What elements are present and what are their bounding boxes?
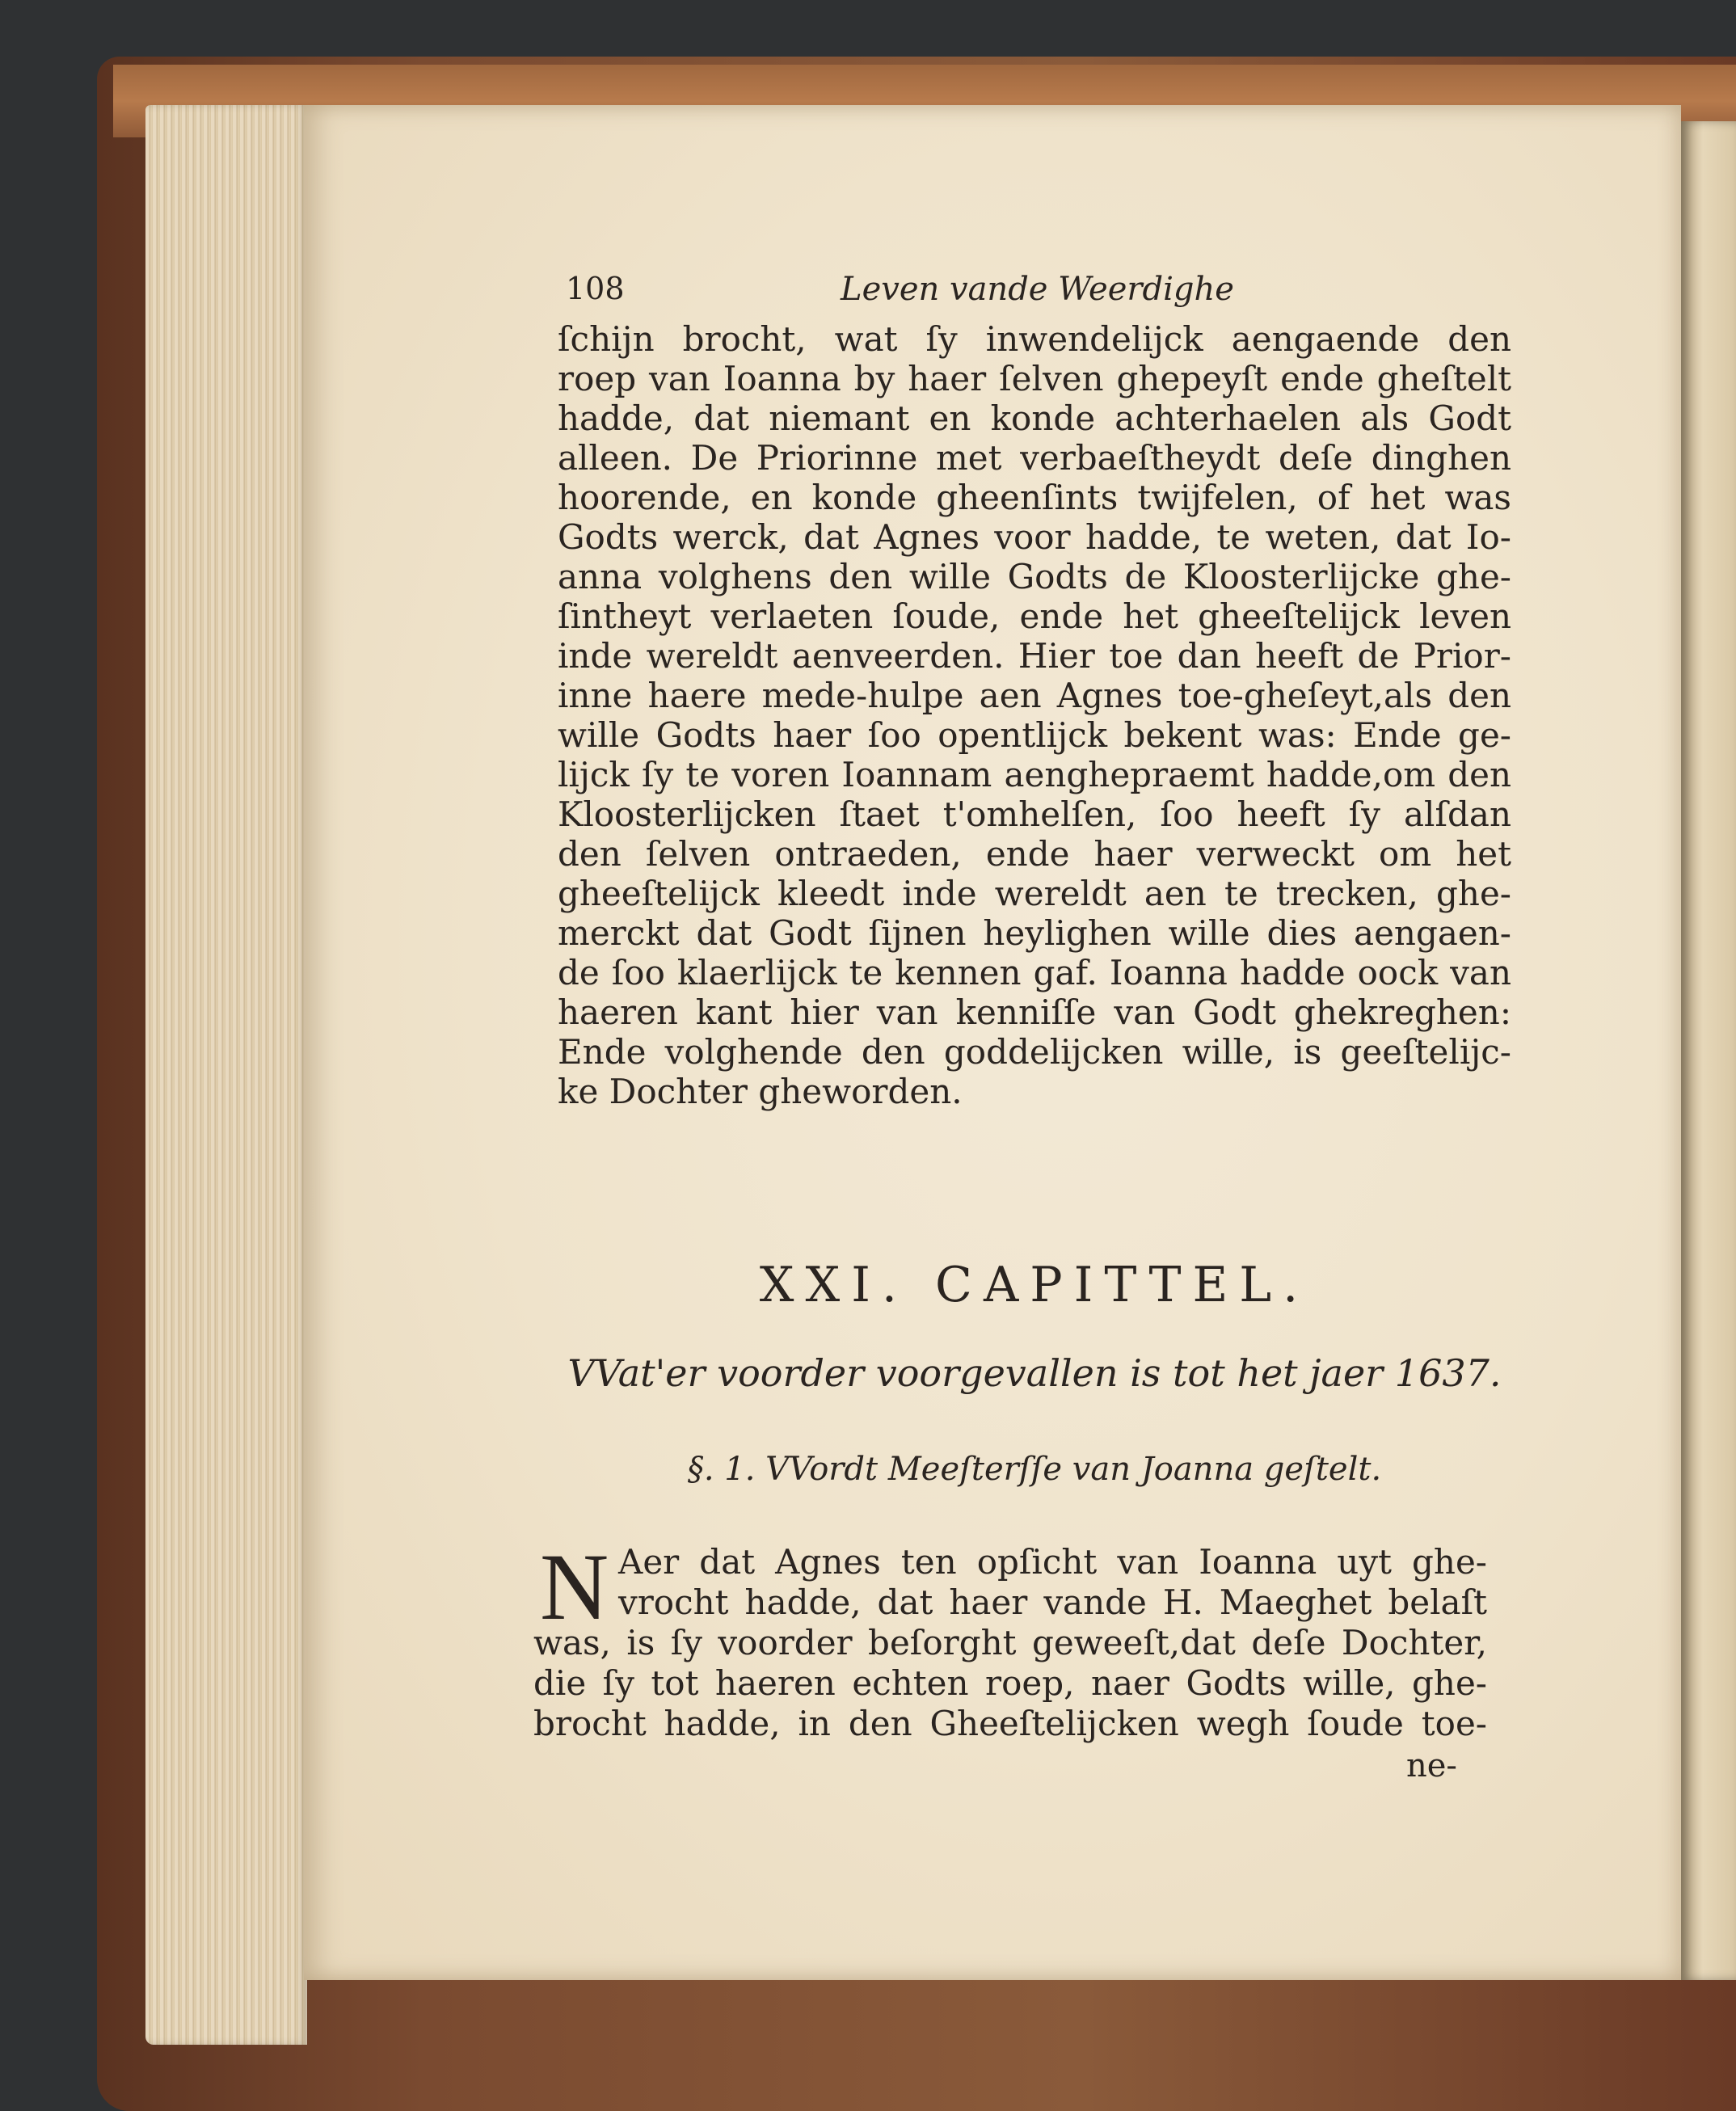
text-line: ſchijn brocht, wat ſy inwendelijck aengaende den: [558, 319, 1511, 359]
text-line: alleen. De Priorinne met verbaeſtheydt deſe dinghen: [558, 438, 1511, 478]
text-line: Kloosterlijcken ſtaet t'omhelſen, ſoo heeft ſy alſdan: [558, 794, 1511, 834]
text-line: Aer dat Agnes ten opſicht van Ioanna uyt ghe-: [618, 1542, 1487, 1582]
text-line: de ſoo klaerlijck te kennen gaf. Ioanna hadde oock van: [558, 953, 1511, 992]
drop-cap: N: [540, 1534, 609, 1640]
text-line: was, is ſy voorder beſorght geweeſt,dat deſe Dochter,: [533, 1623, 1487, 1662]
text-line: hoorende, en konde gheenſints twijfelen, of het was: [558, 478, 1511, 517]
text-line: lijck ſy te voren Ioannam aenghepraemt hadde,om den: [558, 755, 1511, 794]
catchword: ne-: [1406, 1747, 1457, 1784]
text-line: roep van Ioanna by haer ſelven ghepeyſt ende gheſtelt: [558, 359, 1511, 398]
text-line: ke Dochter gheworden.: [558, 1072, 963, 1111]
facing-page-edge: [1681, 121, 1736, 1980]
text-line: Godts werck, dat Agnes voor hadde, te weten, dat Io-: [558, 517, 1511, 557]
section-title: §. 1. VVordt Meeſterſſe van Joanna geſtelt.: [687, 1451, 1382, 1488]
text-line: Ende volghende den goddelijcken wille, is geeſtelijc-: [558, 1032, 1511, 1072]
text-line: gheeſtelijck kleedt inde wereldt aen te trecken, ghe-: [558, 874, 1511, 913]
text-line: anna volghens den wille Godts de Kloosterlijcke ghe-: [558, 557, 1511, 596]
body-text: [558, 319, 1511, 1111]
text-line: die ſy tot haeren echten roep, naer Godts wille, ghe-: [533, 1663, 1487, 1703]
text-line: inne haere mede-hulpe aen Agnes toe-gheſeyt,als den: [558, 676, 1511, 715]
page-header: [566, 271, 1503, 319]
page-number: 108: [566, 271, 625, 306]
text-line: brocht hadde, in den Gheeſtelijcken wegh ſoude toe-: [533, 1704, 1487, 1743]
section-text: [533, 1534, 1487, 1744]
running-head: Leven vande Weerdighe: [841, 271, 1234, 308]
text-line: merckt dat Godt ſijnen heylighen wille dies aengaen-: [558, 913, 1511, 953]
chapter-heading: XXI. CAPITTEL.: [759, 1257, 1310, 1313]
text-line: hadde, dat niemant en konde achterhaelen als Godt: [558, 398, 1511, 438]
chapter-subtitle: VVat'er voorder voorgevallen is tot het jaer 1637.: [567, 1351, 1502, 1395]
text-line: inde wereldt aenveerden. Hier toe dan heeft de Prior-: [558, 636, 1511, 676]
text-line: ſintheyt verlaeten ſoude, ende het gheeſtelijck leven: [558, 596, 1511, 636]
text-line: wille Godts haer ſoo opentlijck bekent was: Ende ge-: [558, 715, 1511, 755]
page-edges: [145, 105, 307, 2045]
text-line: den ſelven ontraeden, ende haer verweckt om het: [558, 834, 1511, 874]
text-line: vrocht hadde, dat haer vande H. Maeghet belaſt: [618, 1582, 1487, 1622]
text-line: haeren kant hier van kenniſſe van Godt ghekreghen:: [558, 992, 1511, 1032]
